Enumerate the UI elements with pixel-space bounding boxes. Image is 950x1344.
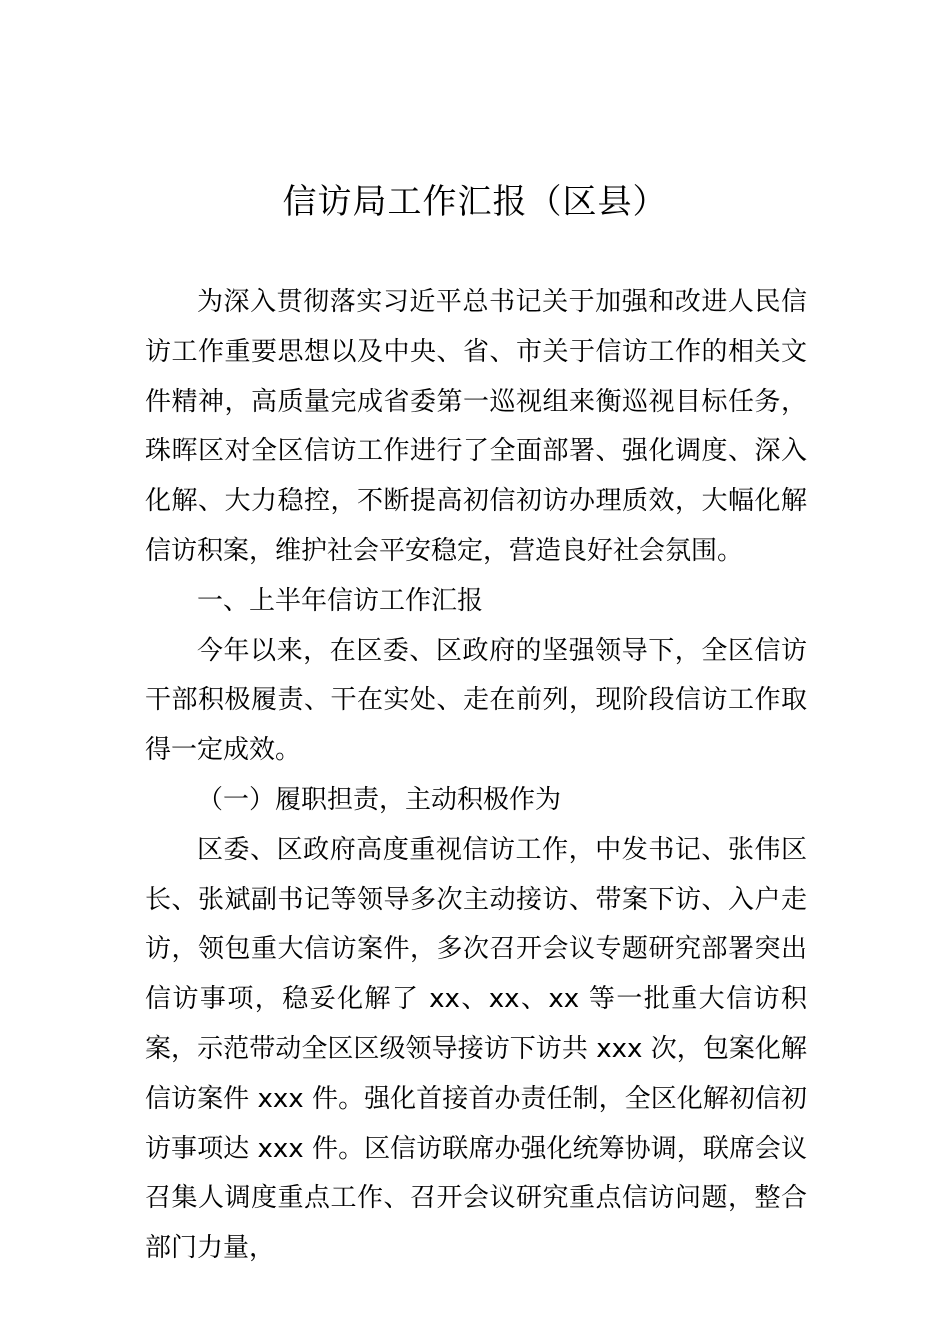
paragraph-intro: 为深入贯彻落实习近平总书记关于加强和改进人民信访工作重要思想以及中央、省、市关于信访工作的相关文件精神，高质量完成省委第一巡视组来衡巡视目标任务，珠晖区对全区信访工作进行了全面部署、强化调度、深入化解、大力稳控，不断提高初信初访办理质效，大幅化解信访积案，维护社会平安稳定，营造良好社会氛围。 — [145, 287, 807, 566]
section-heading-1: 一、上半年信访工作汇报 — [197, 585, 484, 616]
document-body — [145, 278, 807, 1274]
document-title: 信访局工作汇报（区县） — [282, 182, 668, 222]
paragraph-subsection-1: 区委、区政府高度重视信访工作，中发书记、张伟区长、张斌副书记等领导多次主动接访、带案下访、入户走访，领包重大信访案件，多次召开会议专题研究部署突出信访事项，稳妥化解了 xx、xx、xx 等一批重大信访积案，示范带动全区区级领导接访下访共 xxx 次，包案化解信访案件 xxx 件。强化首接首办责任制，全区化解初信初访事项达 xxx 件。区信访联席办强化统筹协调，联席会议召集人调度重点工作、召开会议研究重点信访问题，整合部门力量， — [145, 834, 807, 1264]
subsection-heading-1: （一）履职担责，主动积极作为 — [197, 784, 562, 815]
paragraph-section-1-intro: 今年以来，在区委、区政府的坚强领导下，全区信访干部积极履责、干在实处、走在前列，现阶段信访工作取得一定成效。 — [145, 635, 807, 766]
